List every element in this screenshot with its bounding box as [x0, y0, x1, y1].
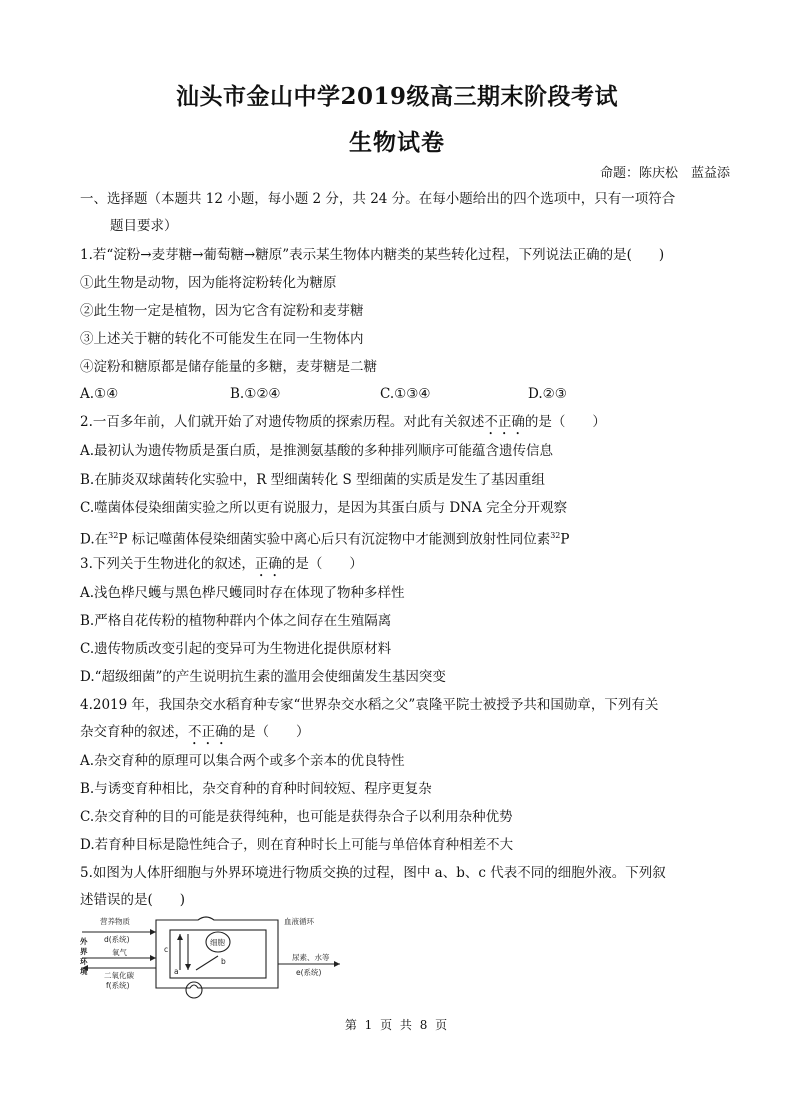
q4-stem-emphasis: 不正确 [188, 724, 229, 740]
fig-label-outside-4: 境 [80, 967, 88, 976]
q2-stem-tail: 的是（ ） [524, 414, 606, 430]
q2-d-text: D.在 [80, 531, 109, 548]
q3-option-c: C.遗传物质改变引起的变异可为生物进化提供原材料 [80, 641, 392, 657]
q4-option-d: D.若育种目标是隐性纯合子，则在育种时长上可能与单倍体育种相差不大 [80, 837, 514, 853]
q1-statement-1: ①此生物是动物，因为能将淀粉转化为糖原 [80, 275, 337, 291]
q2-d-isotope-1: 32 [108, 531, 119, 540]
exam-title: 汕头市金山中学2019级高三期末阶段考试 [175, 83, 618, 110]
fig-label-cell: 细胞 [210, 938, 225, 947]
q2-d-text-end: P [560, 531, 570, 548]
q4-option-b: B.与诱变育种相比，杂交育种的育种时间较短、程序更复杂 [80, 781, 432, 797]
q4-option-a: A.杂交育种的原理可以集合两个或多个亲本的优良特性 [80, 753, 405, 769]
q3-option-d: D.“超级细菌”的产生说明抗生素的滥用会使细菌发生基因突变 [80, 669, 446, 685]
q1-option-c: C.①③④ [380, 386, 431, 402]
fig-label-b: b [221, 957, 226, 966]
page-footer: 第 1 页 共 8 页 [344, 1018, 450, 1032]
q2-stem-text: 2.一百多年前，人们就开始了对遗传物质的探索历程。对此有关叙述 [80, 414, 485, 430]
q2-d-text-mid: P 标记噬菌体侵染细菌实验中离心后只有沉淀物中才能测到放射性同位素 [118, 531, 551, 548]
q5-stem: 5.如图为人体肝细胞与外界环境进行物质交换的过程，图中 a、b、c 代表不同的细胞外液。下列叙 [80, 865, 666, 881]
q4-stem: 4.2019 年，我国杂交水稻育种专家“世界杂交水稻之父”袁隆平院士被授予共和国勋章，下列有关 [80, 697, 659, 713]
fig-label-system-d: d(系统) [104, 935, 130, 944]
fig-label-outside-1: 外 [80, 937, 88, 946]
q3-stem-tail: 的是（ ） [281, 556, 363, 572]
fig-label-urea: 尿素、水等 [292, 953, 330, 962]
q2-option-d [80, 527, 569, 549]
q2-option-c: C.噬菌体侵染细菌实验之所以更有说服力，是因为其蛋白质与 DNA 完全分开观察 [80, 500, 568, 516]
author-line: 命题：陈庆松 蓝益添 [599, 166, 730, 181]
q1-statement-4: ④淀粉和糖原都是储存能量的多糖，麦芽糖是二糖 [80, 359, 377, 375]
exam-subtitle: 生物试卷 [349, 129, 445, 156]
q3-stem [80, 555, 363, 580]
arrow-to-b [196, 956, 218, 970]
q3-stem-text: 3.下列关于生物进化的叙述， [80, 556, 255, 572]
heart-circle [186, 982, 202, 998]
fig-label-nutrient: 营养物质 [100, 917, 130, 926]
fig-label-outside-2: 界 [80, 947, 88, 956]
fig-label-co2: 二氧化碳 [104, 971, 134, 980]
section-heading-cont: 题目要求） [110, 218, 178, 234]
fig-label-c: c [164, 945, 169, 954]
q5-stem-cont: 述错误的是( ) [80, 892, 186, 908]
q1-statement-2: ②此生物一定是植物，因为它含有淀粉和麦芽糖 [80, 303, 364, 319]
q4-stem-cont [80, 723, 310, 748]
fig-label-a: a [174, 967, 179, 976]
q4-option-c: C.杂交育种的目的可能是获得纯种，也可能是获得杂合子以利用杂种优势 [80, 809, 513, 825]
q2-stem [80, 413, 606, 438]
q1-stem: 1.若“淀粉→麦芽糖→葡萄糖→糖原”表示某生物体内糖类的某些转化过程，下列说法正确的是( ) [80, 247, 665, 263]
q1-option-a: A.①④ [80, 386, 119, 402]
q2-stem-emphasis: 不正确 [484, 414, 525, 430]
q2-option-b: B.在肺炎双球菌转化实验中，R 型细菌转化 S 型细菌的实质是发生了基因重组 [80, 472, 545, 488]
q1-options [80, 386, 680, 404]
q3-option-b: B.严格自花传粉的植物种群内个体之间存在生殖隔离 [80, 613, 392, 629]
fig-label-system-e: e(系统) [296, 968, 322, 977]
q4-stem-tail: 的是（ ） [228, 724, 310, 740]
q3-option-a: A.浅色桦尺蠖与黑色桦尺蠖同时存在体现了物种多样性 [80, 585, 405, 601]
q2-option-a: A.最初认为遗传物质是蛋白质，是推测氨基酸的多种排列顺序可能蕴含遗传信息 [80, 443, 554, 459]
exchange-diagram [78, 912, 348, 1004]
section-heading: 一、选择题（本题共 12 小题，每小题 2 分，共 24 分。在每小题给出的四个选项中，只有一项符合 [80, 191, 676, 207]
q3-stem-emphasis: 正确 [254, 556, 282, 572]
q1-option-d: D.②③ [528, 386, 567, 402]
fig-label-oxygen: 氧气 [112, 948, 127, 957]
q1-option-b: B.①②④ [230, 386, 281, 402]
fig-label-circulation: 血液循环 [284, 917, 314, 926]
fig-label-outside-3: 环 [80, 957, 88, 966]
q1-statement-3: ③上述关于糖的转化不可能发生在同一生物体内 [80, 331, 364, 347]
q2-d-isotope-2: 32 [550, 531, 561, 540]
fig-label-system-f: f(系统) [106, 981, 130, 990]
q4-stem-text: 杂交育种的叙述， [80, 724, 188, 740]
